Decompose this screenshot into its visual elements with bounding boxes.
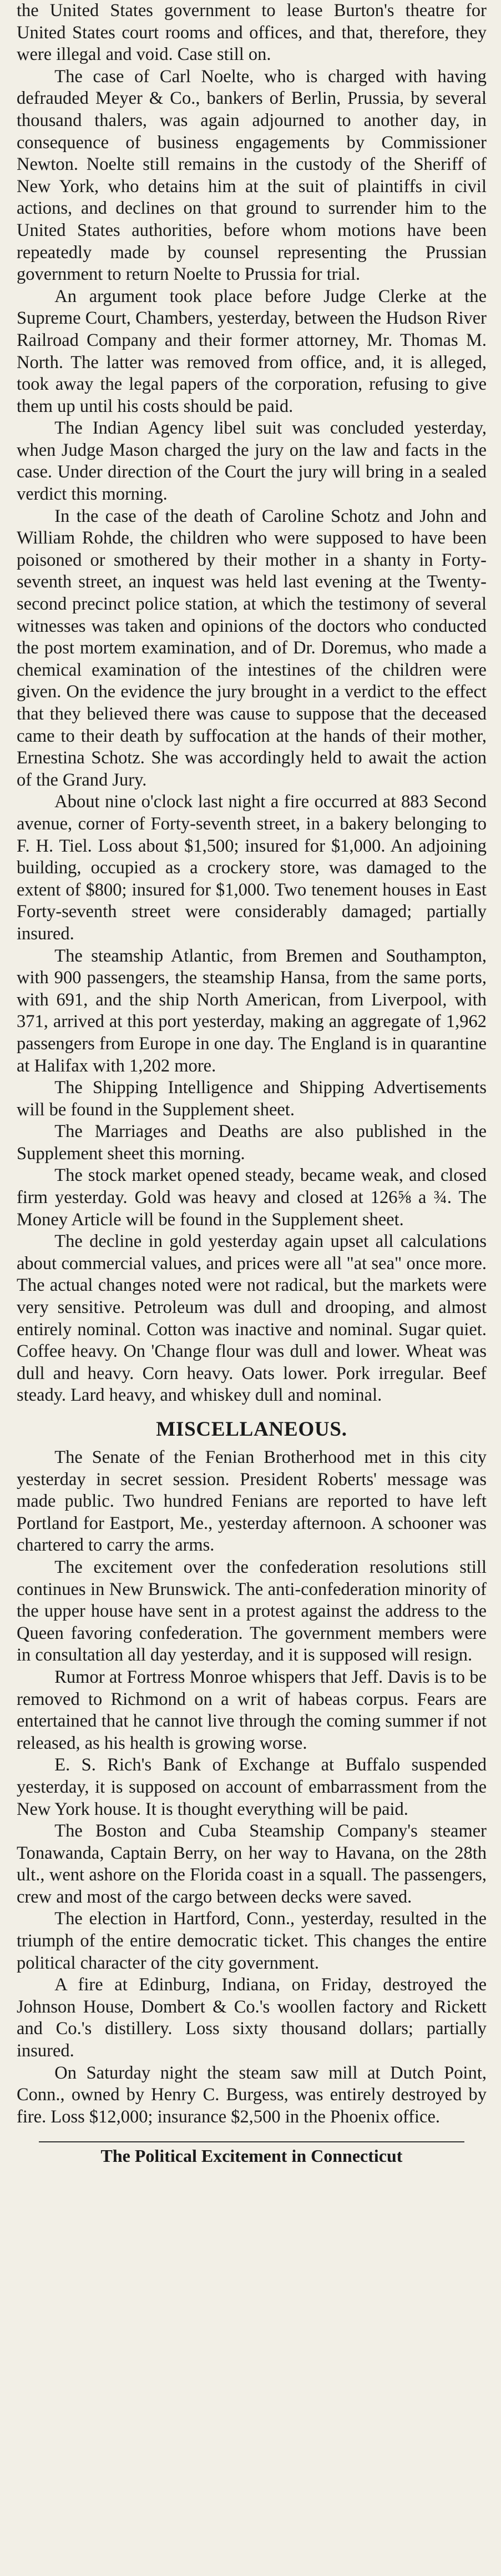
miscellaneous-section xyxy=(17,1447,487,2128)
article-paragraph-steamship-arrivals: The steamship Atlantic, from Bremen and Southampton, with 900 passengers, the steamship Hansa, from the same ports, with 691, and the ship North American, from Liverpool, with 371, arrived at this port yesterday, making an aggregate of 1,962 passengers from Europe in one day. The England is in quarantine at Halifax with 1,202 more. xyxy=(17,945,487,1076)
article-paragraph-dutch-point-mill: On Saturday night the steam saw mill at Dutch Point, Conn., owned by Henry C. Burgess, was entirely destroyed by fire. Loss $12,000; insurance $2,500 in the Phoenix office. xyxy=(17,2062,487,2127)
article-paragraph-marriages-deaths: The Marriages and Deaths are also published in the Supplement sheet this morning. xyxy=(17,1121,487,1164)
article-paragraph-buffalo-bank: E. S. Rich's Bank of Exchange at Buffalo suspended yesterday, it is supposed on account of embarrassment from the New York house. It is thought everything will be paid. xyxy=(17,1755,487,1819)
article-paragraph-burton-theatre: the United States government to lease Burton's theatre for United States court rooms and offices, and that, therefore, they were illegal and void. Case still on. xyxy=(17,1,487,65)
article-paragraph-stock-market: The stock market opened steady, became weak, and closed firm yesterday. Gold was heavy and closed at 126⅝ a ¾. The Money Article will be found in the Supplement sheet. xyxy=(17,1165,487,1230)
article-paragraph-commercial-markets: The decline in gold yesterday again upset all calculations about commercial values, and prices were all "at sea" once more. The actual changes noted were not radical, but the markets were very sensitive. Petroleum was dull and drooping, and almost entirely nominal. Cotton was inactive and nominal. Sugar quiet. Coffee heavy. On 'Change flour was dull and lower. Wheat was dull and heavy. Corn heavy. Oats lower. Pork irregular. Beef steady. Lard heavy, and whiskey dull and nominal. xyxy=(17,1231,487,1406)
article-paragraph-indian-agency-libel: The Indian Agency libel suit was concluded yesterday, when Judge Mason charged the jury on the law and facts in the case. Under direction of the Court the jury will bring in a sealed verdict this morning. xyxy=(17,418,487,505)
article-paragraph-second-avenue-fire: About nine o'clock last night a fire occurred at 883 Second avenue, corner of Forty-seventh street, in a bakery belonging to F. H. Tiel. Loss about $1,500; insured for $1,000. An adjoining building, occupied as a crockery store, was damaged to the extent of $800; insured for $1,000. Two tenement houses in East Forty-seventh street were considerably damaged; partially insured. xyxy=(17,792,487,944)
article-paragraph-fenian-senate: The Senate of the Fenian Brotherhood met in this city yesterday in secret session. President Roberts' message was made public. Two hundred Fenians are reported to have left Portland for Eastport, Me., yesterday afternoon. A schooner was chartered to carry the arms. xyxy=(17,1447,487,1556)
article-paragraph-tonawanda-ashore: The Boston and Cuba Steamship Company's steamer Tonawanda, Captain Berry, on her way to Havana, on the 28th ult., went ashore on the Florida coast in a squall. The passengers, crew and most of the cargo between decks were saved. xyxy=(17,1821,487,1907)
article-paragraph-noelte-case: The case of Carl Noelte, who is charged with having defrauded Meyer & Co., bankers of Berlin, Prussia, by several thousand thalers, was again adjourned to another day, in consequence of business engagements by Commissioner Newton. Noelte still remains in the custody of the Sheriff of New York, who detains him at the suit of plaintiffs in civil actions, and declines on that ground to surrender him to the United States authorities, before whom motions have been repeatedly made by counsel representing the Prussian government to return Noelte to Prussia for trial. xyxy=(17,66,487,285)
news-summary-section xyxy=(17,0,487,1407)
article-paragraph-hartford-election: The election in Hartford, Conn., yesterday, resulted in the triumph of the entire democratic ticket. This changes the entire political character of the city government. xyxy=(17,1909,487,1973)
article-paragraph-new-brunswick: The excitement over the confederation resolutions still continues in New Brunswick. The anti-confederation minority of the upper house have sent in a protest against the address to the Queen favoring confederation. The government members were in consultation all day yesterday, and it is supposed will resign. xyxy=(17,1557,487,1666)
column-divider-rule xyxy=(39,2141,464,2142)
section-heading-miscellaneous: MISCELLANEOUS. xyxy=(156,1418,347,1441)
article-paragraph-edinburg-fire: A fire at Edinburg, Indiana, on Friday, destroyed the Johnson House, Dombert & Co.'s woollen factory and Rickett and Co.'s distillery. Loss sixty thousand dollars; partially insured. xyxy=(17,1975,487,2061)
article-paragraph-schotz-inquest: In the case of the death of Caroline Schotz and John and William Rohde, the children who were supposed to have been poisoned or smothered by their mother in a shanty in Forty-seventh street, an inquest was held last evening at the Twenty-second precinct police station, at which the testimony of several witnesses was taken and opinions of the doctors who conducted the post mortem examination, and of Dr. Doremus, who made a chemical examination of the intestines of the children were given. On the evidence the jury brought in a verdict to the effect that they believed there was cause to suppose that the deceased came to their death by suffocation at the hands of their mother, Ernestina Schotz. She was accordingly held to await the action of the Grand Jury. xyxy=(17,506,487,790)
next-article-headline: The Political Excitement in Connecticut xyxy=(100,2146,403,2166)
article-paragraph-shipping-intelligence: The Shipping Intelligence and Shipping Advertisements will be found in the Supplement sheet. xyxy=(17,1078,487,1120)
article-paragraph-jeff-davis: Rumor at Fortress Monroe whispers that Jeff. Davis is to be removed to Richmond on a writ of habeas corpus. Fears are entertained that he cannot live through the coming summer if not released, as his health is growing worse. xyxy=(17,1667,487,1753)
article-paragraph-hudson-river-railroad: An argument took place before Judge Clerke at the Supreme Court, Chambers, yesterday, between the Hudson River Railroad Company and their former attorney, Mr. Thomas M. North. The latter was removed from office, and, it is alleged, took away the legal papers of the corporation, refusing to give them up until his costs should be paid. xyxy=(17,286,487,416)
